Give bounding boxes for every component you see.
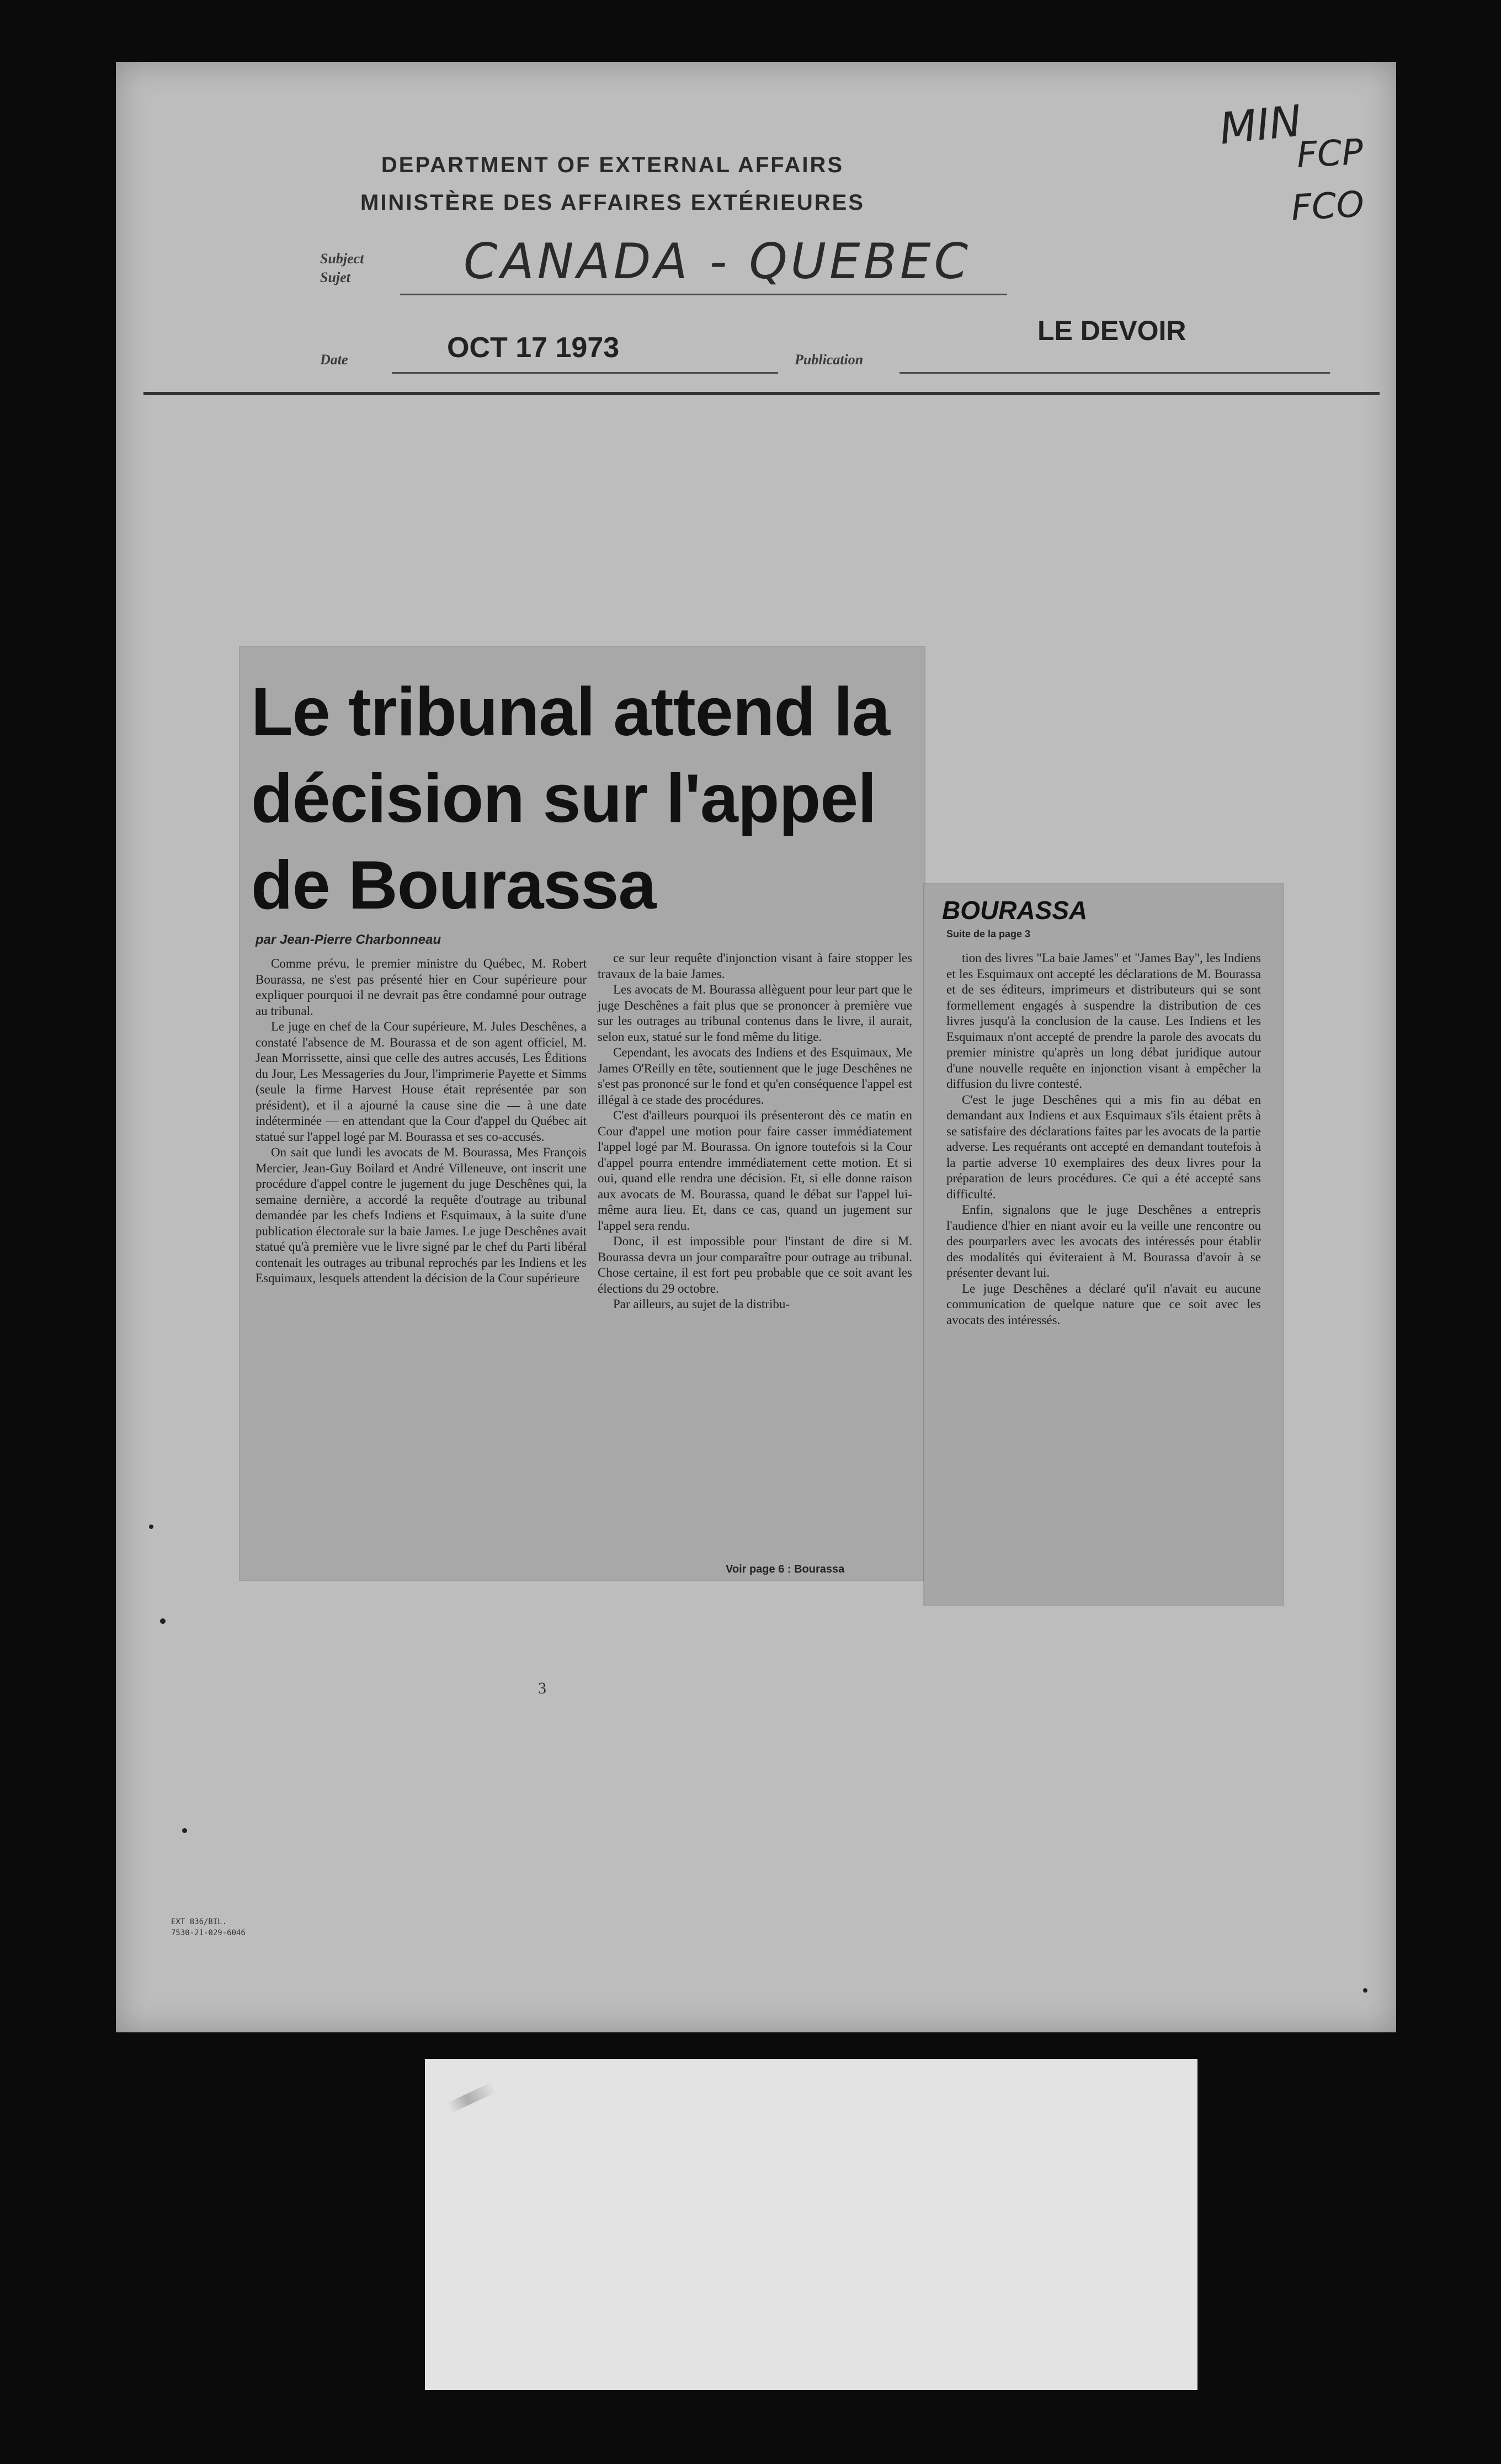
subject-value: CANADA - QUEBEC	[464, 233, 972, 290]
date-rule	[392, 372, 778, 374]
newspaper-clipping-main	[240, 647, 924, 1580]
publication-rule	[899, 372, 1330, 374]
paragraph: Cependant, les avocats des Indiens et des Esquimaux, Me James O'Reilly en tête, soutiennent que le juge Deschênes ne s'est pas prononcé sur le fond et qu'en conséquence l'appel est illégal à ce stade des procédures.	[598, 1045, 912, 1107]
paragraph: Par ailleurs, au sujet de la distribu-	[613, 1297, 790, 1311]
header-divider	[143, 392, 1380, 395]
handwritten-note-min: MIN	[1217, 96, 1304, 155]
department-name-french: MINISTÈRE DES AFFAIRES EXTÉRIEURES	[360, 190, 865, 215]
publication-label: Publication	[795, 352, 864, 368]
continuation-subtitle: Suite de la page 3	[946, 928, 1031, 939]
paragraph: Enfin, signalons que le juge Deschênes a entrepris l'audience d'hier en niant avoir eu la veille une rencontre ou des pourparlers avec les avocats des intéressés pour établir des modalités qui éviteraient à M. Bourassa d'avoir à se présenter devant lui.	[946, 1203, 1261, 1279]
paragraph: C'est d'ailleurs pourquoi ils présenteront dès ce matin en Cour d'appel une motion pour faire casser immédiatement l'appel logé par M. Bourassa. On ignore toutefois si la Cour d'appel pourra entendre immédiatement cette motion. Et si oui, quand elle rendra une décision. Et, si elle donne raison aux avocats de M. Bourassa, quand le débat sur l'appel lui-même aura lieu. Et, dans ce cas, quand un jugement sur l'appel sera rendu.	[598, 1108, 912, 1233]
paragraph: On sait que lundi les avocats de M. Bourassa, Mes François Mercier, Jean-Guy Boilard et André Villeneuve, ont inscrit une procédure d'appel contre le jugement du juge Deschênes qui, la semaine dernière, a accordé la requête d'outrage au tribunal demandée par les chefs Indiens et Esquimaux, à la suite d'une publication électorale sur la baie James. Le juge Deschênes avait statué qu'à première vue le livre signé par le chef du Parti libéral contenait les outrages au tribunal reprochés par les Indiens et les Esquimaux, lesquels attendent la décision de la Cour supérieure	[256, 1145, 587, 1285]
archive-sheet	[116, 62, 1396, 2032]
dust-speck	[1363, 1988, 1367, 1993]
date-label: Date	[320, 352, 348, 368]
paragraph: Le juge en chef de la Cour supérieure, M. Jules Deschênes, a constaté l'absence de M. Bourassa et de son agent officiel, M. Jean Morrissette, ainsi que celle des autres accusés, Les Éditions du Jour, Les Messageries du Jour, l'imprimerie Payette et Simms (seule la firme Harvest House était représentée par son président), et il a ajourné la cause sine die — à une date indéterminée — en attendant que la Cour d'appel du Québec ait statué sur l'appel logé par M. Bourassa et ses co-accusés.	[256, 1019, 587, 1144]
article-headline: Le tribunal attend la décision sur l'appel de Bourassa	[251, 674, 890, 923]
article-jump-line: Voir page 6 : Bourassa	[726, 1563, 845, 1575]
article-column-2	[598, 950, 912, 1313]
subject-rule	[400, 294, 1007, 295]
dust-speck	[160, 1618, 166, 1624]
slip-smudge	[447, 2082, 497, 2113]
department-name-english: DEPARTMENT OF EXTERNAL AFFAIRS	[381, 153, 844, 177]
continuation-title: BOURASSA	[942, 896, 1088, 925]
paragraph: Les avocats de M. Bourassa allèguent pour leur part que le juge Deschênes a fait plus que se prononcer à première vue sur les outrages au tribunal contenus dans le livre, il aurait, selon eux, statué sur le fond même du litige.	[598, 983, 912, 1044]
paragraph: Comme prévu, le premier ministre du Québec, M. Robert Bourassa, ne s'est pas présenté hier en Cour supérieure pour expliquer pourquoi il ne devrait pas être condamné pour outrage au tribunal.	[256, 957, 587, 1018]
paragraph: Donc, il est impossible pour l'instant de dire si M. Bourassa devra un jour comparaître pour outrage au tribunal. Chose certaine, il est fort peu probable que ce soit avant les élections du 29 octobre.	[598, 1234, 912, 1295]
article-byline: par Jean-Pierre Charbonneau	[256, 932, 441, 947]
article-column-1	[256, 956, 587, 1287]
handwritten-note-fcp: FCP	[1296, 131, 1364, 177]
form-code: EXT 836/BIL. 7530-21-029-6046	[171, 1918, 246, 1937]
publication-value: LE DEVOIR	[1037, 315, 1186, 346]
dust-speck	[149, 1525, 153, 1529]
paragraph: Le juge Deschênes a déclaré qu'il n'avait eu aucune communication de quelque nature que ce soit avec les avocats des intéressés.	[946, 1281, 1261, 1327]
subject-label: Subject Sujet	[320, 251, 364, 285]
paragraph: C'est le juge Deschênes qui a mis fin au débat en demandant aux Indiens et aux Esquimaux s'ils étaient prêts à se satisfaire des déclarations faites par les avocats de la partie adverse. Les requérants ont accepté en demandant toutefois à la partie adverse 10 exemplaires des deux livres pour la préparation de leurs procédures. Ce qui a été accepté sans difficulté.	[946, 1092, 1261, 1201]
paragraph: ce sur leur requête d'injonction visant à faire stopper les travaux de la baie James.	[598, 951, 912, 981]
blank-slip	[425, 2059, 1197, 2390]
date-stamp: OCT 17 1973	[447, 332, 620, 364]
page-mark: 3	[538, 1679, 546, 1697]
continuation-column	[946, 950, 1261, 1328]
dust-speck	[182, 1828, 187, 1833]
handwritten-note-fco: FCO	[1290, 184, 1365, 229]
newspaper-clipping-continuation	[924, 884, 1283, 1605]
paragraph: tion des livres "La baie James" et "James Bay", les Indiens et les Esquimaux ont accepté les déclarations de M. Bourassa et de ses éditeurs, imprimeurs et distributeurs qui se sont formellement engagés à suspendre la distribution de ces livres jusqu'à la conclusion de la cause. Les Indiens et les Esquimaux n'ont accepté de prendre la parole des avocats du premier ministre qu'après un long débat juridique autour d'une nouvelle requête en injonction visant à empêcher la diffusion du livre contesté.	[946, 951, 1261, 1091]
